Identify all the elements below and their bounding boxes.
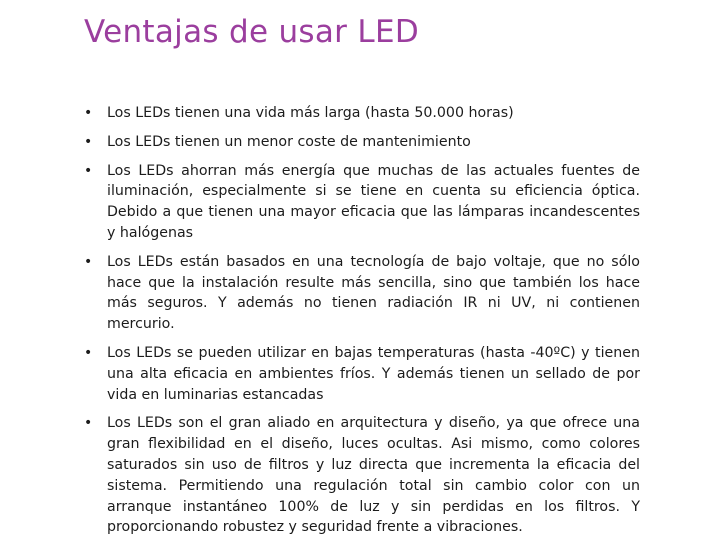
bullet-item: [84, 161, 640, 244]
bullet-icon: •: [84, 105, 93, 121]
bullet-item: [84, 252, 640, 335]
bullet-text: Los LEDs son el gran aliado en arquitectura y diseño, ya que ofrece una gran flexibilidad en el diseño, luces ocultas. Asi mismo, como colores saturados sin uso de filtros y luz directa que incrementa la eficacia del sistema. Permitiendo una regulación total sin cambio color con un arranque instantáneo 100% de luz y sin perdidas en los filtros. Y proporcionando robustez y seguridad frente a vibraciones.: [107, 415, 640, 536]
bullet-icon: •: [84, 415, 93, 432]
bullet-list: [84, 103, 640, 546]
bullet-item: [84, 343, 640, 405]
bullet-text: Los LEDs están basados en una tecnología de bajo voltaje, que no sólo hace que la instalación resulte más sencilla, sino que también los hace más seguros. Y además no tienen radiación IR ni UV, ni contienen mercurio.: [107, 253, 640, 333]
bullet-icon: •: [84, 162, 93, 179]
bullet-icon: •: [84, 253, 93, 270]
bullet-item: [84, 103, 640, 124]
bullet-text: Los LEDs tienen un menor coste de mantenimiento: [107, 133, 471, 150]
bullet-item: [84, 413, 640, 538]
bullet-text: Los LEDs ahorran más energía que muchas de las actuales fuentes de iluminación, especialmente si se tiene en cuenta su eficiencia óptica. Debido a que tienen una mayor eficacia que las lámparas incandescentes y halógenas: [107, 162, 640, 241]
bullet-text: Los LEDs tienen una vida más larga (hasta 50.000 horas): [107, 105, 514, 121]
bullet-item: [84, 132, 640, 153]
bullet-icon: •: [84, 133, 93, 150]
bullet-text: Los LEDs se pueden utilizar en bajas temperaturas (hasta -40ºC) y tienen una alta eficacia en ambientes fríos. Y además tienen un sellado de por vida en luminarias estancadas: [107, 344, 640, 403]
bullet-icon: •: [84, 344, 93, 361]
slide-title: Ventajas de usar LED: [84, 14, 420, 50]
